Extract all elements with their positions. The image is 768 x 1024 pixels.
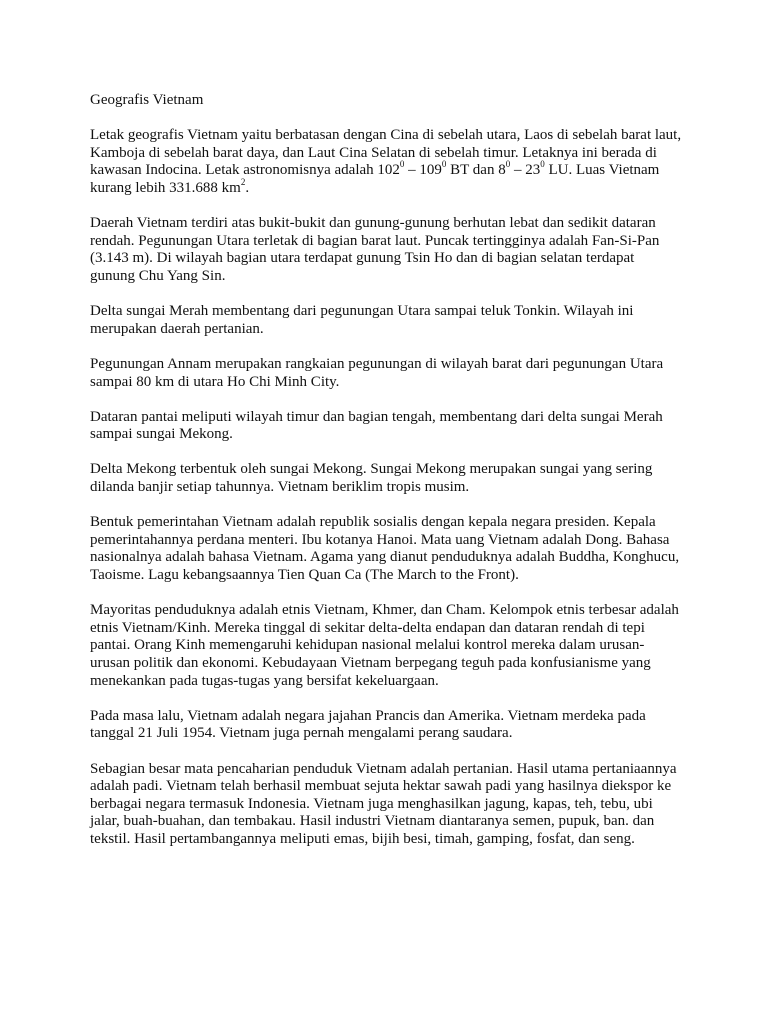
paragraph-coastal-plain: Dataran pantai meliputi wilayah timur dan bagian tengah, membentang dari delta sungai Merah sampai sungai Mekong. — [90, 408, 663, 443]
paragraph-annam-mountains: Pegunungan Annam merupakan rangkaian pegunungan di wilayah barat dari pegunungan Utara sampai 80 km di utara Ho Chi Minh City. — [90, 355, 664, 390]
paragraph-text: LU. Luas Vietnam kurang lebih 331.688 km — [90, 162, 660, 196]
document-body — [90, 92, 682, 866]
paragraph-economy: Sebagian besar mata pencaharian penduduk Vietnam adalah pertanian. Hasil utama pertaniaannya adalah padi. Vietnam telah berhasil membuat sejuta hektar sawah padi yang hasilnya diekspor ke berbagai negara termasuk Indonesia. Vietnam juga menghasilkan jagung, kapas, teh, tebu, ubi jalar, buah-buahan, dan tembakau. Hasil industri Vietnam diantaranya semen, pupuk, ban. dan tekstil. Hasil pertambangannya meliputi emas, bijih besi, timah, gamping, fosfat, dan seng. — [90, 760, 677, 847]
paragraph-terrain: Daerah Vietnam terdiri atas bukit-bukit dan gunung-gunung berhutan lebat dan sedikit dataran rendah. Pegunungan Utara terletak di bagian barat laut. Puncak tertingginya adalah Fan-Si-Pan (3.143 m). Di wilayah bagian utara terdapat gunung Tsin Ho dan di bagian selatan terdapat gunung Chu Yang Sin. — [90, 215, 660, 284]
superscript: 0 — [505, 159, 511, 170]
paragraph-text: Letak geografis Vietnam yaitu berbatasan dengan Cina di sebelah utara, Laos di sebelah barat laut, Kamboja di sebelah barat daya, dan Laut Cina Selatan di sebelah timur. Letaknya ini berada di kawasan Indocina. Letak astronomisnya adalah 102 — [90, 127, 682, 179]
paragraph-mekong-delta: Delta Mekong terbentuk oleh sungai Mekong. Sungai Mekong merupakan sungai yang sering dilanda banjir setiap tahunnya. Vietnam beriklim tropis musim. — [90, 461, 653, 496]
paragraph-text: BT dan 8 — [446, 162, 506, 179]
paragraph-red-river-delta: Delta sungai Merah membentang dari pegunungan Utara sampai teluk Tonkin. Wilayah ini merupakan daerah pertanian. — [90, 303, 634, 337]
paragraph-text: – 109 — [404, 162, 442, 179]
paragraph-government: Bentuk pemerintahan Vietnam adalah republik sosialis dengan kepala negara presiden. Kepala pemerintahannya perdana menteri. Ibu kotanya Hanoi. Mata uang Vietnam adalah Dong. Bahasa nasionalnya adalah bahasa Vietnam. Agama yang dianut penduduknya adalah Buddha, Konghucu, Taoisme. Lagu kebangsaannya Tien Quan Ca (The March to the Front). — [90, 514, 680, 584]
paragraph-history: Pada masa lalu, Vietnam adalah negara jajahan Prancis dan Amerika. Vietnam merdeka pada tanggal 21 Juli 1954. Vietnam juga pernah mengalami perang saudara. — [90, 707, 646, 742]
paragraph-ethnic-groups: Mayoritas penduduknya adalah etnis Vietnam, Khmer, dan Cham. Kelompok etnis terbesar adalah etnis Vietnam/Kinh. Mereka tinggal di sekitar delta-delta endapan dan dataran rendah di tepi pantai. Orang Kinh memengaruhi kehidupan nasional melalui kontrol mereka dalam urusan-urusan politik dan ekonomi. Kebudayaan Vietnam berpegang teguh pada konfusianisme yang menekankan pada tugas-tugas yang bersifat kekeluargaan. — [90, 602, 679, 689]
superscript: 2 — [240, 176, 246, 187]
superscript: 0 — [540, 159, 545, 170]
superscript: 0 — [441, 159, 447, 170]
document-title: Geografis Vietnam — [90, 92, 204, 108]
superscript: 0 — [399, 159, 405, 170]
paragraph-text: – 23 — [510, 162, 541, 179]
paragraph-text: . — [245, 179, 250, 196]
paragraph-geography-location — [90, 127, 682, 197]
